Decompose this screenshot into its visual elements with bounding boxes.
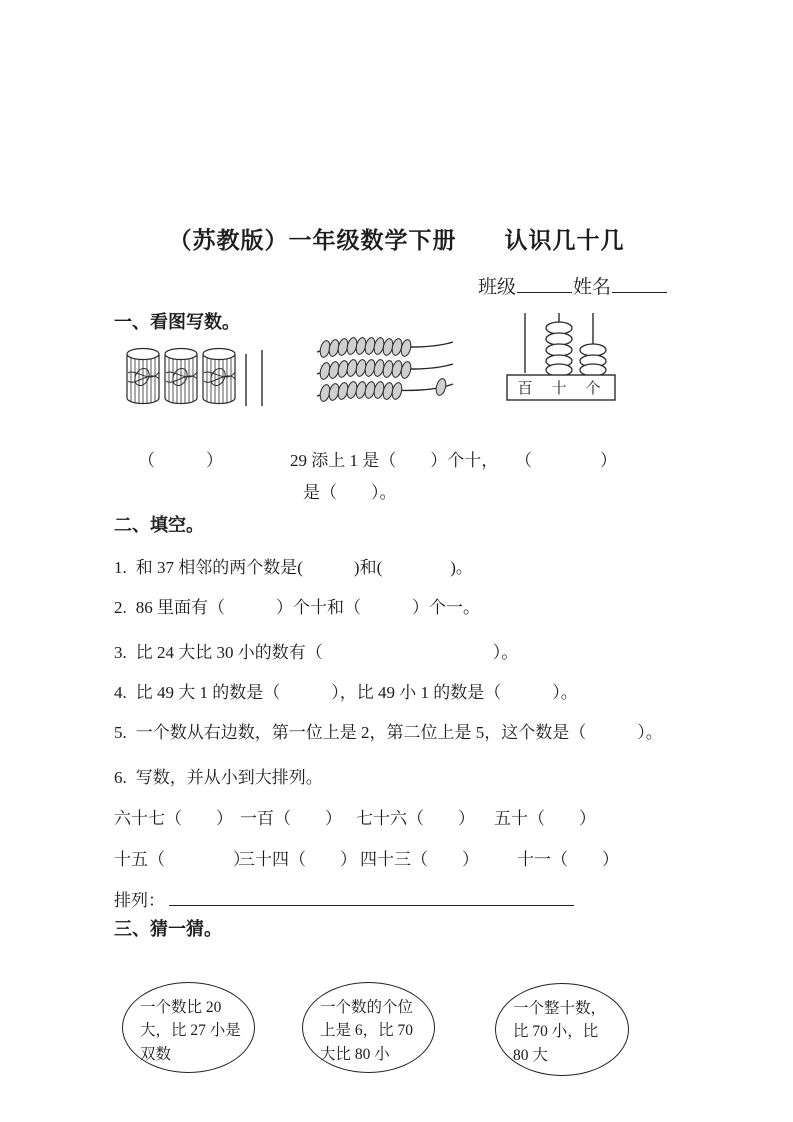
abacus-label-ones: 个: [585, 381, 601, 397]
arrange-line: [114, 886, 574, 911]
stick-bundle: [127, 349, 159, 404]
item-number: 4.: [114, 683, 127, 702]
worksheet-title: （苏教版）一年级数学下册 认识几十几: [168, 228, 625, 253]
number-word-cell: 四十三（ ）: [360, 850, 479, 869]
section2-heading: 二、填空。: [114, 515, 204, 535]
fill-item-4: [114, 678, 578, 703]
section1-heading: 一、看图写数。: [114, 312, 240, 332]
number-word-cell: 三十四（ ）: [238, 850, 357, 869]
guess-bubble-3: [495, 983, 629, 1076]
guess-bubble-1: [122, 982, 255, 1073]
guess-bubble-text: 一个数比 20 大，比 27 小是双数: [140, 999, 241, 1063]
abacus-label-hundreds: 百: [517, 381, 533, 397]
fill-item-1: [114, 553, 473, 578]
fill-item-3: [114, 638, 518, 663]
class-name-line: [478, 272, 668, 299]
item-number: 2.: [114, 598, 127, 617]
item-number: 6.: [114, 768, 127, 787]
beads-row-2: [319, 359, 413, 381]
arrange-blank: [169, 887, 574, 906]
name-label: 姓名: [573, 277, 612, 298]
number-word-cell: 十五（ ）: [114, 850, 250, 869]
class-blank: [517, 272, 572, 293]
name-blank: [612, 272, 667, 293]
arrange-label: 排列：: [114, 891, 165, 910]
item-text: 比 24 大比 30 小的数有（ ）。: [135, 643, 519, 662]
stick-bundle: [203, 349, 235, 404]
fill-item-6: [114, 763, 323, 788]
abacus-beads-ones: [580, 344, 606, 376]
answer-line2: 是（ ）。: [303, 483, 397, 502]
item-text: 写数，并从小到大排列。: [135, 768, 323, 787]
stick-bundle: [165, 349, 197, 404]
loose-sticks: [246, 350, 262, 406]
number-word-cell: 十一（ ）: [517, 850, 619, 869]
beads-row-1: [319, 337, 413, 359]
number-word-cell: 六十七（ ）: [114, 809, 233, 828]
fill-item-5: [114, 718, 663, 743]
item-number: 3.: [114, 643, 127, 662]
section3-heading: 三、猜一猜。: [114, 919, 222, 939]
fill-item-2: [114, 593, 480, 618]
guess-bubble-text: 一个数的个位上是 6，比 70 大比 80 小: [320, 999, 414, 1063]
answer-text-beads: 29 添上 1 是（ ）个十，: [290, 451, 499, 470]
item-text: 一个数从右边数，第一位上是 2，第二位上是 5，这个数是（ ）。: [135, 723, 663, 742]
answer-blank-abacus: （ ）: [515, 451, 617, 470]
stick-bundles-figure: [126, 346, 266, 412]
class-label: 班级: [478, 277, 517, 298]
item-number: 5.: [114, 723, 127, 742]
number-word-cell: 五十（ ）: [494, 809, 596, 828]
guess-bubble-2: [302, 982, 435, 1073]
answer-blank-sticks: （ ）: [138, 451, 223, 470]
item-text: 86 里面有（ ）个十和（ ）个一。: [135, 598, 480, 617]
item-number: 1.: [114, 558, 127, 577]
bead-strings-figure: [315, 330, 455, 406]
guess-bubble-text: 一个整十数，比 70 小，比 80 大: [513, 1000, 607, 1064]
abacus-figure: [505, 309, 617, 401]
number-word-cell: 一百（ ）: [240, 809, 342, 828]
item-text: 比 49 大 1 的数是（ ），比 49 小 1 的数是（ ）。: [135, 683, 578, 702]
single-loose-bead: [435, 378, 448, 397]
abacus-beads-tens: [546, 322, 572, 376]
abacus-label-tens: 十: [551, 381, 567, 397]
item-text: 和 37 相邻的两个数是( )和( )。: [135, 558, 473, 577]
number-word-cell: 七十六（ ）: [356, 809, 475, 828]
